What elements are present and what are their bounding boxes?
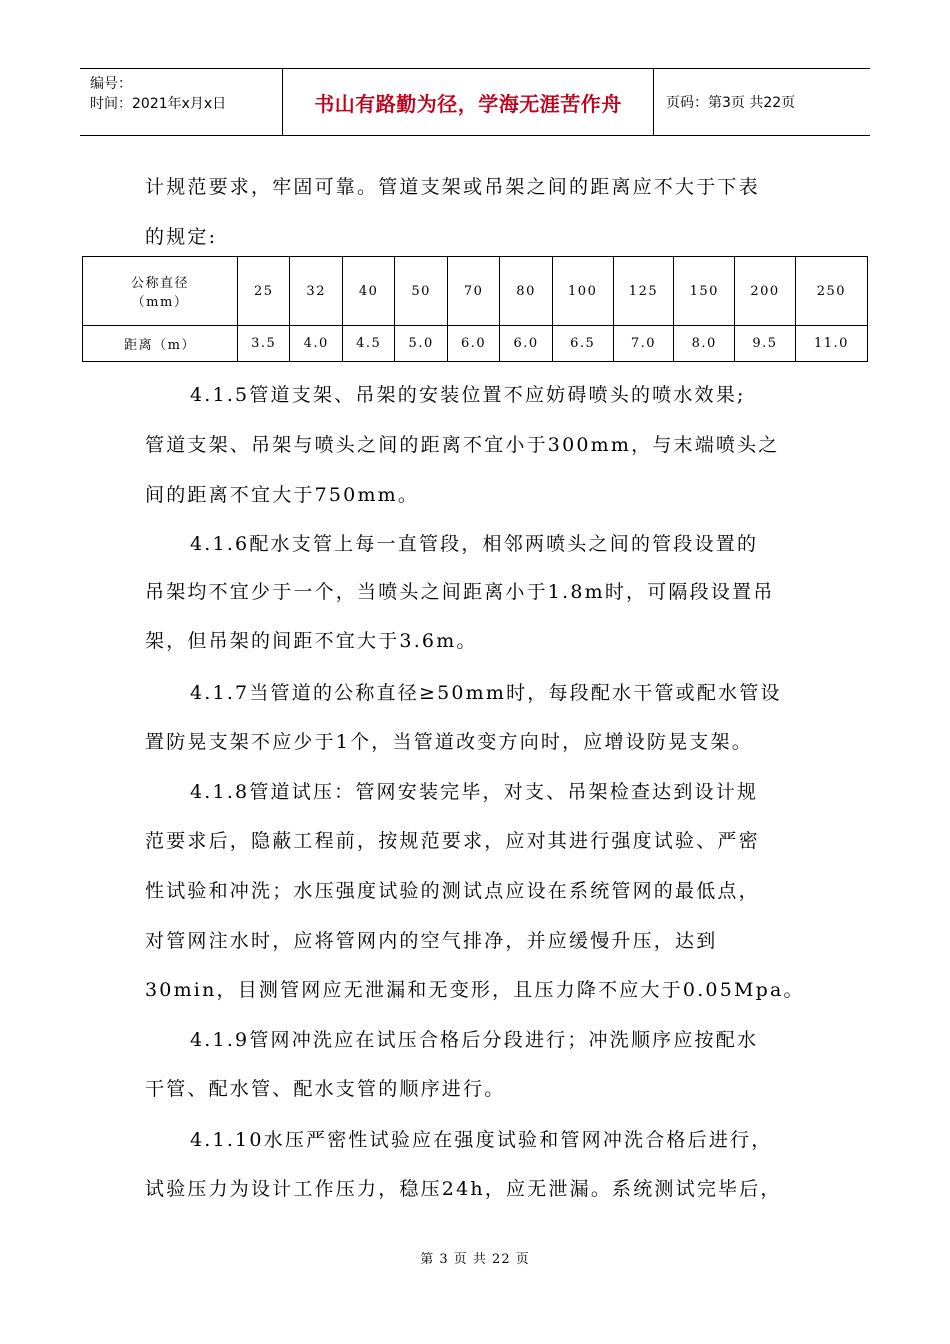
table-cell: 11.0 — [795, 326, 867, 362]
spacing-table — [82, 256, 868, 362]
paragraph-line: 4.1.10水压严密性试验应在强度试验和管网冲洗合格后进行， — [190, 1129, 773, 1151]
paragraph-line: 间的距离不宜大于750mm。 — [145, 484, 420, 506]
table-cell: 80 — [500, 257, 552, 326]
page-footer: 第 3 页 共 22 页 — [420, 1252, 530, 1267]
paragraph-line: 置防晃支架不应少于1个，当管道改变方向时，应增设防晃支架。 — [145, 731, 753, 753]
paragraph-line: 对管网注水时，应将管网内的空气排净，并应缓慢升压，达到 — [145, 930, 718, 952]
table-cell: 32 — [290, 257, 342, 326]
paragraph-line: 4.1.5管道支架、吊架的安装位置不应妨碍喷头的喷水效果; — [190, 384, 746, 406]
table-cell: 7.0 — [613, 326, 674, 362]
paragraph-line: 架，但吊架的间距不宜大于3.6m。 — [145, 630, 478, 652]
table-cell: 8.0 — [674, 326, 735, 362]
page-info: 页码：第3页 共22页 — [666, 95, 796, 111]
paragraph-line: 30min，目测管网应无泄漏和无变形，且压力降不应大于0.05Mpa。 — [145, 979, 805, 1001]
table-cell: 40 — [342, 257, 394, 326]
paragraph-line: 性试验和冲洗；水压强度试验的测试点应设在系统管网的最低点， — [145, 880, 760, 902]
table-cell: 50 — [395, 257, 447, 326]
table-cell: 6.0 — [447, 326, 499, 362]
table-cell: 4.5 — [342, 326, 394, 362]
paragraph-line: 吊架均不宜少于一个，当喷头之间距离小于1.8m时，可隔段设置吊 — [145, 581, 775, 603]
table-cell: 150 — [674, 257, 735, 326]
table-cell: 6.5 — [552, 326, 613, 362]
paragraph-line: 4.1.8管道试压：管网安装完毕，对支、吊架检查达到设计规 — [190, 781, 759, 803]
paragraph-line: 4.1.7当管道的公称直径≥50mm时，每段配水干管或配水管设 — [190, 682, 782, 704]
table-cell: 250 — [795, 257, 867, 326]
table-cell: 200 — [735, 257, 796, 326]
time-label: 时间：2021年x月x日 — [90, 96, 227, 112]
paragraph-line: 4.1.6配水支管上每一直管段，相邻两喷头之间的管段设置的 — [190, 533, 759, 555]
paragraph-line: 干管、配水管、配水支管的顺序进行。 — [145, 1078, 506, 1100]
paragraph-line: 计规范要求，牢固可靠。管道支架或吊架之间的距离应不大于下表 — [145, 176, 760, 198]
table-cell: 70 — [447, 257, 499, 326]
motto: 书山有路勤为径，学海无涯苦作舟 — [314, 91, 622, 116]
table-cell: 3.5 — [238, 326, 290, 362]
paragraph-line: 管道支架、吊架与喷头之间的距离不宜小于300mm，与末端喷头之 — [145, 434, 780, 456]
table-row — [83, 326, 868, 362]
diameter-unit: （mm） — [131, 295, 189, 311]
table-cell: 5.0 — [395, 326, 447, 362]
table-cell: 9.5 — [735, 326, 796, 362]
table-row — [83, 257, 868, 326]
table-header-cell — [83, 257, 238, 326]
paragraph-line: 范要求后，隐蔽工程前，按规范要求，应对其进行强度试验、严密 — [145, 830, 760, 852]
page-header — [80, 68, 870, 136]
diameter-label: 公称直径 — [130, 276, 189, 292]
table-header-cell: 距离（m） — [83, 326, 238, 362]
table-cell: 4.0 — [290, 326, 342, 362]
number-label: 编号： — [90, 76, 132, 92]
table-cell: 100 — [552, 257, 613, 326]
table-cell: 25 — [238, 257, 290, 326]
paragraph-line: 试验压力为设计工作压力，稳压24h，应无泄漏。系统测试完毕后， — [145, 1178, 782, 1200]
table-cell: 125 — [613, 257, 674, 326]
paragraph-line: 4.1.9管网冲洗应在试压合格后分段进行；冲洗顺序应按配水 — [190, 1029, 759, 1051]
table-cell: 6.0 — [500, 326, 552, 362]
header-page-cell — [654, 69, 870, 135]
paragraph-line: 的规定: — [145, 226, 218, 248]
header-motto-cell — [282, 69, 654, 135]
header-meta — [80, 69, 282, 135]
